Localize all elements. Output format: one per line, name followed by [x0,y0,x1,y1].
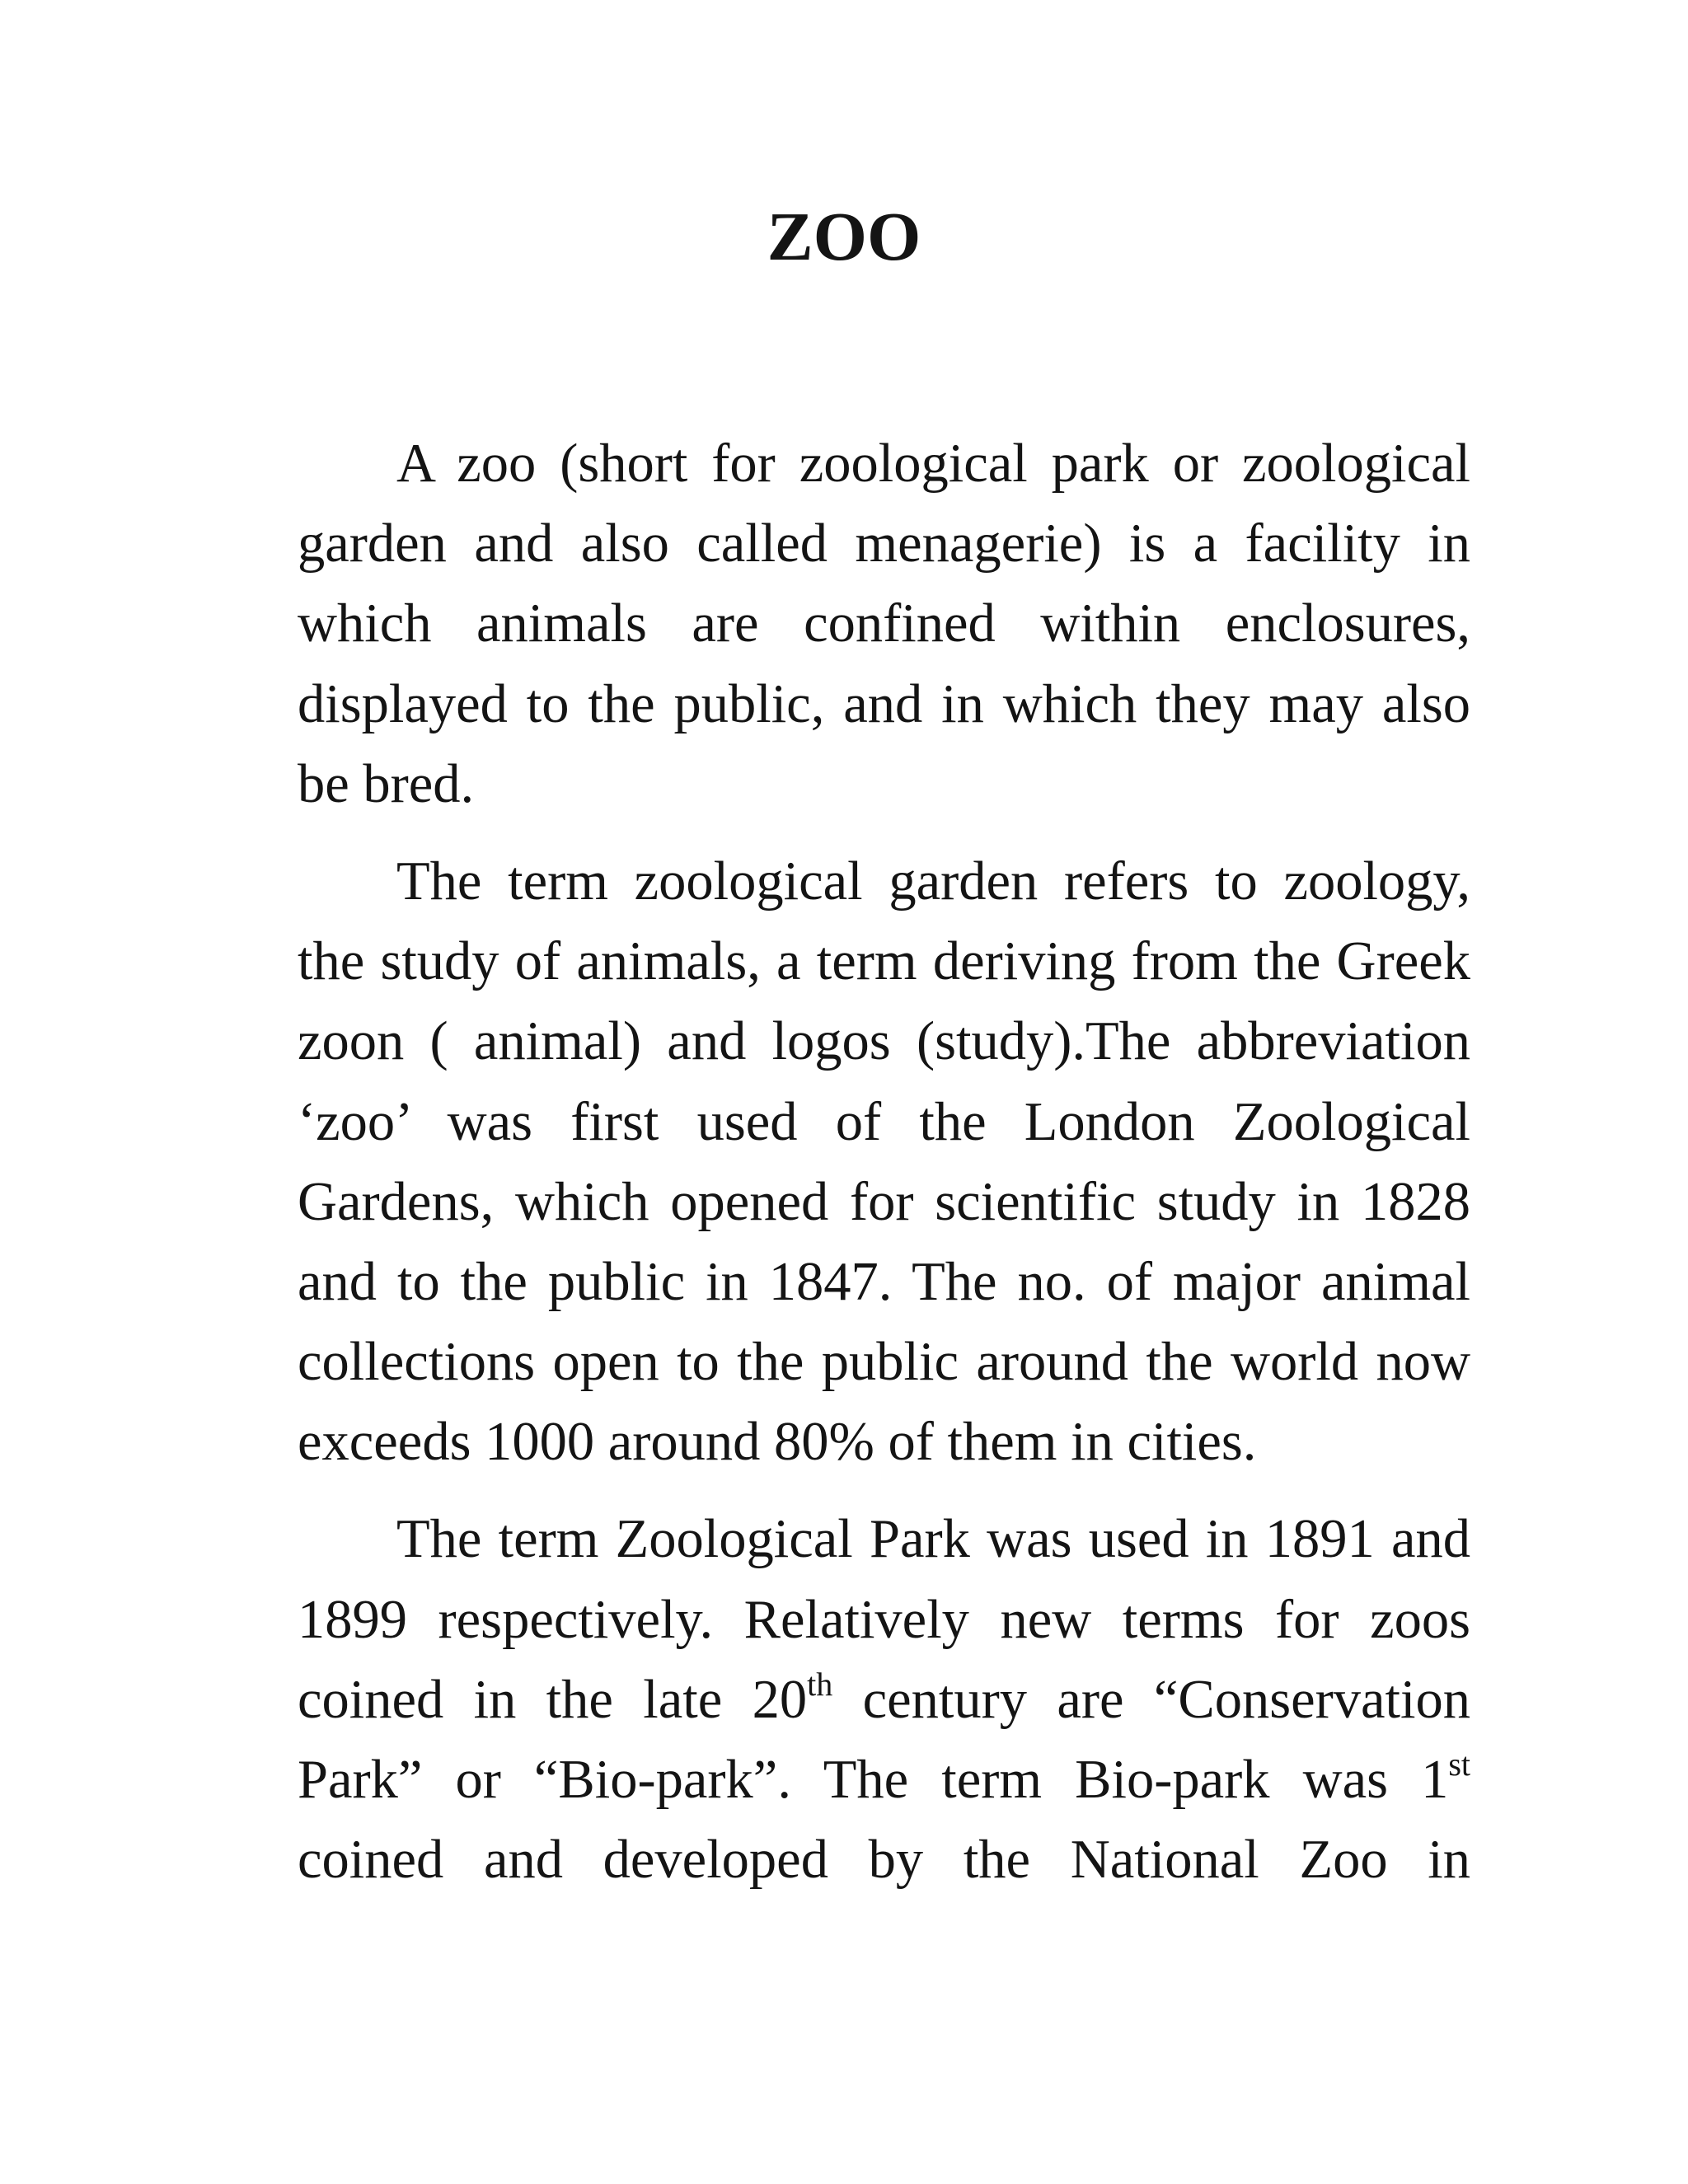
text-line: which animals are confined within enclosures, [298,593,1470,654]
text-segment: century are “Conservation [832,1669,1470,1730]
paragraph-zoological-park [199,1499,1470,1900]
text-segment: Park” or “Bio-park”. The term Bio-park was 1 [298,1750,1449,1810]
text-line: A zoo (short for zoological park or zoological [396,434,1470,494]
page-title: ZOO [767,199,921,275]
text-line: collections open to the public around the world now [298,1332,1470,1393]
text-line: exceeds 1000 around 80% of them in cities. [298,1412,1257,1473]
text-line: Gardens, which opened for scientific study in 1828 [298,1171,1470,1232]
superscript: st [1448,1745,1470,1783]
paragraph-etymology [199,841,1470,1483]
text-segment: coined in the late 20 [298,1669,808,1730]
text-line: The term Zoological Park was used in 1891 and [396,1509,1470,1570]
text-line-with-superscript [199,1660,1470,1740]
text-line: coined and developed by the National Zoo in [298,1830,1470,1891]
text-line: 1899 respectively. Relatively new terms for zoos [298,1589,1470,1650]
text-line: and to the public in 1847. The no. of major animal [298,1251,1470,1312]
text-line-with-superscript [199,1740,1470,1820]
text-line: displayed to the public, and in which they may also [298,673,1470,734]
text-line: zoon ( animal) and logos (study).The abbreviation [298,1011,1470,1072]
text-line: garden and also called menagerie) is a facility in [298,513,1470,574]
paragraph-definition [199,424,1470,824]
superscript: th [807,1665,833,1703]
text-line: ‘zoo’ was first used of the London Zoological [298,1091,1470,1152]
document-body [199,424,1470,1917]
text-line: The term zoological garden refers to zoology, [396,851,1470,912]
text-line: the study of animals, a term deriving from the Greek [298,931,1470,992]
text-line: be bred. [298,753,475,814]
